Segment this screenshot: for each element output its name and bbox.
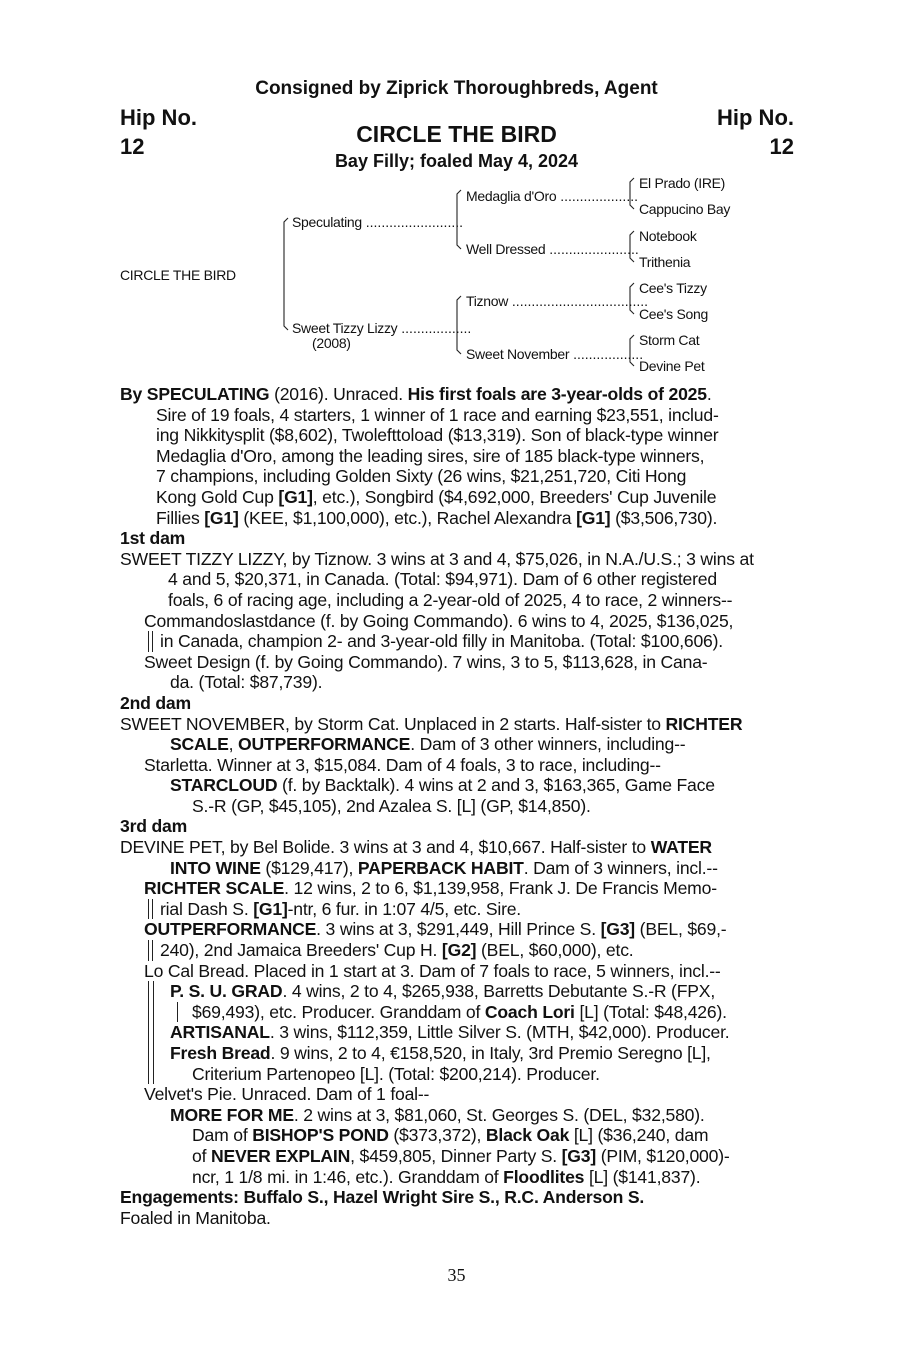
- text-run: ($3,506,730).: [610, 507, 718, 528]
- text-run: . 2 wins at 3, $81,060, St. Georges S. (DEL, $32,580).: [293, 1104, 705, 1125]
- hip-number: 12: [769, 134, 794, 159]
- text-run: 240), 2nd Jamaica Breeders' Cup H.: [160, 940, 442, 961]
- sire-paragraph-line: [120, 384, 800, 405]
- pedigree-dam-sire: Tiznow ...................................: [466, 293, 649, 309]
- second-dam-line: [120, 714, 800, 735]
- pedigree-dam-dam-name: Sweet November: [466, 346, 570, 362]
- consignor-line: Consigned by Ziprick Thoroughbreds, Agent: [255, 78, 658, 99]
- dam-paragraph-line: Sweet Design (f. by Going Commando). 7 wins, 3 to 5, $113,628, in Cana-: [144, 651, 708, 672]
- hip-label: Hip No.: [717, 105, 794, 130]
- text-run: . 3 wins at 3, $291,449, Hill Prince S.: [316, 919, 601, 940]
- second-dam-line: [120, 775, 800, 796]
- hip-label: Hip No.: [120, 105, 197, 130]
- text-run: ,: [228, 734, 239, 755]
- third-dam-line: [120, 919, 800, 940]
- pedigree-gg-7: Storm Cat: [639, 332, 700, 348]
- second-dam-line: Starletta. Winner at 3, $15,084. Dam of 4 foals, 3 to race, including--: [144, 754, 661, 775]
- text-run: . 9 wins, 2 to 4, €158,520, in Italy, 3rd Premio Seregno [L],: [270, 1043, 711, 1063]
- text-run: Fillies: [156, 507, 205, 528]
- sire-paragraph-line: ing Nikkitysplit ($8,602), Twolefttoload ($13,319). Son of black-type winner: [156, 425, 719, 446]
- text-run: P. S. U. GRAD: [170, 981, 283, 1002]
- pedigree-dam-year: (2008): [312, 335, 351, 351]
- catalog-body: [120, 384, 800, 1228]
- third-dam-line: Velvet's Pie. Unraced. Dam of 1 foal--: [144, 1084, 430, 1105]
- text-run: rial Dash S.: [160, 898, 254, 919]
- text-run: of: [192, 1145, 211, 1166]
- section-heading-2nd-dam: 2nd dam: [120, 692, 191, 713]
- text-run: -ntr, 6 fur. in 1:07 4/5, etc. Sire.: [287, 898, 521, 919]
- text-run: ($129,417),: [260, 857, 358, 878]
- text-run: . Dam of 3 other winners, including--: [410, 734, 686, 755]
- text-run: (KEE, $1,100,000), etc.), Rachel Alexandra: [238, 507, 577, 528]
- third-dam-line: [120, 837, 800, 858]
- continuation-bar: [152, 940, 153, 961]
- text-run: ncr, 1 1/8 mi. in 1:46, etc.). Granddam of: [192, 1166, 504, 1187]
- second-dam-line: S.-R (GP, $45,105), 2nd Azalea S. [L] (GP, $14,850).: [192, 795, 591, 816]
- pedigree-dam-sire-name: Tiznow: [466, 293, 509, 309]
- text-run: Floodlites: [503, 1166, 585, 1187]
- pedigree-sire-sire-name: Medaglia d'Oro: [466, 188, 557, 204]
- text-run: INTO WINE: [170, 857, 261, 878]
- sire-paragraph-line: [120, 487, 800, 508]
- grade-label: [G1]: [576, 507, 611, 528]
- third-dam-line: [120, 940, 800, 961]
- text-run: , $459,805, Dinner Party S.: [350, 1145, 562, 1166]
- text-run: MORE FOR ME: [170, 1104, 294, 1125]
- text-run: OUTPERFORMANCE: [238, 734, 411, 755]
- second-dam-line: [120, 734, 800, 755]
- text-run: (PIM, $120,000)-: [596, 1145, 730, 1166]
- text-run: (f. by Backtalk). 4 wins at 2 and 3, $163,365, Game Face: [277, 775, 715, 796]
- pedigree-gg-6: Cee's Song: [639, 306, 708, 322]
- text-run: Black Oak: [485, 1125, 570, 1146]
- third-dam-line: [120, 1043, 800, 1064]
- pedigree-gg-1: El Prado (IRE): [639, 175, 726, 191]
- grade-label: [G1]: [278, 486, 313, 507]
- continuation-bar: [148, 631, 149, 652]
- third-dam-line: [120, 899, 800, 920]
- dam-paragraph-line: Commandoslastdance (f. by Going Commando). 6 wins to 4, 2025, $136,025,: [144, 610, 734, 631]
- text-run: Fresh Bread: [170, 1043, 271, 1063]
- text-run: $69,493), etc. Producer. Granddam of: [192, 1001, 485, 1022]
- pedigree-sire-dam-name: Well Dressed: [466, 241, 546, 257]
- text-run: .: [706, 384, 712, 404]
- pedigree-subject: CIRCLE THE BIRD: [120, 267, 236, 283]
- horse-description: Bay Filly; foaled May 4, 2024: [334, 151, 579, 171]
- grade-label: [G1]: [253, 898, 288, 919]
- dam-paragraph-line: 4 and 5, $20,371, in Canada. (Total: $94,971). Dam of 6 other registered: [168, 569, 717, 590]
- text-run: SCALE: [170, 734, 229, 755]
- horse-name: CIRCLE THE BIRD: [356, 121, 557, 147]
- text-run: Coach Lori: [484, 1001, 575, 1022]
- text-run: Kong Gold Cup: [156, 486, 279, 507]
- pedigree-sire-dam: Well Dressed .......................: [466, 241, 639, 257]
- pedigree-gg-2: Cappucino Bay: [639, 201, 731, 217]
- grade-label: [G2]: [441, 940, 477, 961]
- text-run: RICHTER: [665, 713, 743, 734]
- sire-paragraph-line: Sire of 19 foals, 4 starters, 1 winner of 1 race and earning $23,551, includ-: [156, 404, 719, 425]
- foaled-line: Foaled in Manitoba.: [120, 1207, 271, 1228]
- third-dam-line: [120, 878, 800, 899]
- dam-paragraph-line: SWEET TIZZY LIZZY, by Tiznow. 3 wins at 3 and 4, $75,026, in N.A./U.S.; 3 wins at: [120, 548, 754, 569]
- text-run: . 3 wins, $112,359, Little Silver S. (MTH, $42,000). Producer.: [269, 1022, 730, 1043]
- engagements-line: Engagements: Buffalo S., Hazel Wright Sire S., R.C. Anderson S.: [120, 1187, 645, 1208]
- lo-cal-bread-produce: [120, 981, 800, 1084]
- text-run: . 12 wins, 2 to 6, $1,139,958, Frank J. De Francis Memo-: [284, 878, 717, 899]
- sire-paragraph-line: 7 champions, including Golden Sixty (26 wins, $21,251,720, Citi Hong: [156, 466, 687, 487]
- grade-label: [G3]: [600, 919, 635, 940]
- third-dam-line: [120, 1002, 800, 1023]
- continuation-bar: [152, 899, 153, 920]
- text-run: , etc.), Songbird ($4,692,000, Breeders' Cup Juvenile: [312, 486, 717, 507]
- grade-label: [G1]: [204, 507, 239, 528]
- text-run: ARTISANAL: [170, 1022, 270, 1043]
- continuation-bar: [148, 940, 149, 961]
- pedigree-sire-name: Speculating: [292, 214, 362, 230]
- pedigree-sire-sire: Medaglia d'Oro ....................: [466, 188, 638, 204]
- text-run: . 4 wins, 2 to 4, $265,938, Barretts Debutante S.-R (FPX,: [282, 981, 716, 1002]
- text-run: PAPERBACK HABIT: [357, 857, 524, 878]
- continuation-bar: [148, 899, 149, 920]
- third-dam-line: [120, 1167, 800, 1188]
- dam-paragraph-line: da. (Total: $87,739).: [170, 672, 323, 693]
- pedigree-gg-5: Cee's Tizzy: [639, 280, 707, 296]
- third-dam-line: Criterium Partenopeo [L]. (Total: $200,214). Producer.: [192, 1063, 600, 1084]
- section-heading-3rd-dam: 3rd dam: [120, 816, 188, 837]
- text-run: OUTPERFORMANCE: [144, 919, 317, 940]
- text-run: WATER: [650, 837, 712, 858]
- third-dam-line: [120, 1125, 800, 1146]
- text-run: Dam of: [192, 1125, 253, 1146]
- pedigree-dam: Sweet Tizzy Lizzy ..................: [292, 320, 472, 336]
- text-run: His first foals are 3-year-olds of 2025: [407, 384, 707, 404]
- sire-paragraph-line: Medaglia d'Oro, among the leading sires, sire of 185 black-type winners,: [156, 445, 705, 466]
- sire-name: By SPECULATING: [120, 384, 270, 404]
- text-run: in Canada, champion 2- and 3-year-old filly in Manitoba. (Total: $100,606).: [160, 631, 723, 652]
- hip-number: 12: [120, 134, 145, 159]
- grade-label: [G3]: [561, 1145, 597, 1166]
- text-run: [L] ($141,837).: [584, 1166, 701, 1187]
- third-dam-line: [120, 981, 800, 1002]
- third-dam-line: [120, 858, 800, 879]
- third-dam-line: [120, 1146, 800, 1167]
- dam-paragraph-line: foals, 6 of racing age, including a 2-year-old of 2025, 4 to race, 2 winners--: [168, 589, 733, 610]
- text-run: (2016). Unraced.: [269, 384, 408, 404]
- continuation-bar: [177, 1002, 178, 1023]
- text-run: SWEET NOVEMBER, by Storm Cat. Unplaced in 2 starts. Half-sister to: [120, 713, 666, 734]
- pedigree-gg-4: Trithenia: [639, 254, 691, 270]
- pedigree-dam-dam: Sweet November ..................: [466, 346, 644, 362]
- pedigree-gg-8: Devine Pet: [639, 358, 705, 374]
- text-run: (BEL, $69,-: [634, 919, 727, 940]
- pedigree-gg-3: Notebook: [639, 228, 697, 244]
- text-run: BISHOP'S POND: [252, 1125, 389, 1146]
- pedigree-sire: Speculating .........................: [292, 214, 464, 230]
- text-run: RICHTER SCALE: [144, 878, 285, 899]
- text-run: STARCLOUD: [170, 775, 278, 796]
- text-run: . Dam of 3 winners, incl.--: [523, 857, 718, 878]
- text-run: (BEL, $60,000), etc.: [476, 940, 634, 961]
- continuation-bar: [152, 631, 153, 652]
- text-run: [L] (Total: $48,426).: [574, 1001, 727, 1022]
- text-run: NEVER EXPLAIN: [210, 1145, 351, 1166]
- pedigree-dam-name: Sweet Tizzy Lizzy: [292, 320, 398, 336]
- text-run: ($373,372),: [388, 1125, 486, 1146]
- third-dam-line: [120, 1022, 800, 1043]
- text-run: DEVINE PET, by Bel Bolide. 3 wins at 3 and 4, $10,667. Half-sister to: [120, 837, 651, 858]
- third-dam-line: Lo Cal Bread. Placed in 1 start at 3. Dam of 7 foals to race, 5 winners, incl.--: [144, 960, 721, 981]
- third-dam-line: [120, 1105, 800, 1126]
- section-heading-1st-dam: 1st dam: [120, 528, 186, 549]
- dam-paragraph-line: [120, 631, 800, 652]
- sire-paragraph-line: [120, 508, 800, 529]
- page-number: 35: [447, 1265, 466, 1285]
- text-run: [L] ($36,240, dam: [569, 1125, 709, 1146]
